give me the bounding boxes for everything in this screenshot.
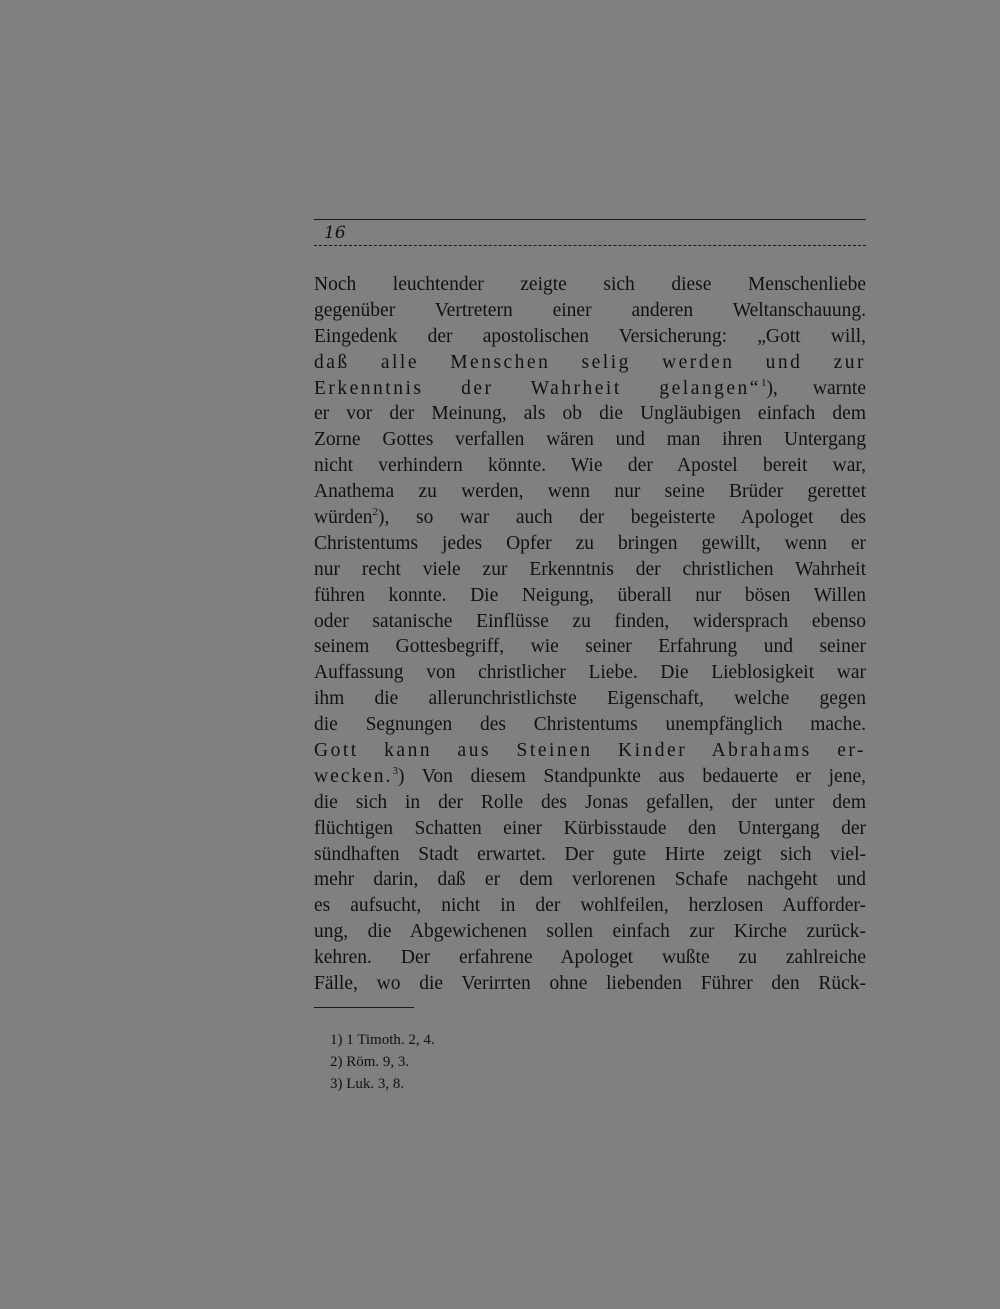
text-line [314,505,866,531]
text-line: Noch leuchtender zeigte sich diese Menschenliebe [314,274,866,295]
page-number: 16 [324,223,346,243]
text-line: kehren. Der erfahrene Apologet wußte zu zahlreiche [314,947,866,969]
text-line: ihm die allerunchristlichste Eigenschaft, welche gegen [314,688,866,710]
text-line: die sich in der Rolle des Jonas gefallen, der unter dem [314,791,866,813]
text-line: Eingedenk der apostolischen Versicherung: „Gott will, [314,325,866,347]
footnote-3: 3) Luk. 3, 8. [330,1076,405,1092]
footnote-1: 1) 1 Timoth. 2, 4. [330,1032,435,1048]
text-segment: ), warnte [766,377,866,399]
header-rule-bottom [314,245,866,246]
footnote-ref-2: 2 [372,506,378,519]
text-line: daß alle Menschen selig werden und zur [314,351,866,373]
footnote-rule [314,1007,414,1008]
text-line: sündhaften Stadt erwartet. Der gute Hirte zeigt sich viel- [314,843,866,865]
header-rule-top [314,219,866,220]
text-line: Zorne Gottes verfallen wären und man ihren Untergang [314,429,866,451]
text-line: seinem Gottesbegriff, wie seiner Erfahrung und seiner [314,636,866,658]
text-line: gegenüber Vertretern einer anderen Weltanschauung. [314,299,866,321]
text-line: er vor der Meinung, als ob die Ungläubigen einfach dem [314,403,866,425]
text-line: führen konnte. Die Neigung, überall nur bösen Willen [314,584,866,606]
text-line: oder satanische Einflüsse zu finden, widersprach ebenso [314,610,866,632]
text-line: Anathema zu werden, wenn nur seine Brüder gerettet [314,481,866,503]
text-line: die Segnungen des Christentums unempfänglich mache. [314,714,866,736]
text-line: Fälle, wo die Verirrten ohne liebenden Führer den Rück- [314,973,866,995]
text-segment: ) Von diesem Standpunkte aus bedauerte er jene, [397,765,866,787]
text-line: Gott kann aus Steinen Kinder Abrahams er- [314,740,866,762]
text-line: nur recht viele zur Erkenntnis der christlichen Wahrheit [314,558,866,580]
text-segment: würden [314,507,373,529]
text-line: ung, die Abgewichenen sollen einfach zur Kirche zurück- [314,921,866,943]
text-segment: ), so war auch der begeisterte Apologet des [377,507,866,529]
text-line: es aufsucht, nicht in der wohlfeilen, herzlosen Aufforder- [314,895,866,917]
text-line [314,376,866,402]
text-line: nicht verhindern könnte. Wie der Apostel bereit war, [314,455,866,477]
emphasized-text: Erkenntnis der Wahrheit gelangen“ [314,377,761,399]
footnotes [330,1029,435,1095]
text-line [314,764,866,790]
footnote-ref-3: 3 [392,764,398,777]
emphasized-text: wecken. [314,765,393,787]
text-line: Auffassung von christlicher Liebe. Die Lieblosigkeit war [314,662,866,684]
footnote-ref-1: 1 [760,376,767,389]
body-text [314,272,866,997]
footnote-2: 2) Röm. 9, 3. [330,1054,410,1070]
text-line: Christentums jedes Opfer zu bringen gewillt, wenn er [314,532,866,554]
text-line: mehr darin, daß er dem verlorenen Schafe nachgeht und [314,869,866,891]
text-line: flüchtigen Schatten einer Kürbisstaude den Untergang der [314,817,866,839]
